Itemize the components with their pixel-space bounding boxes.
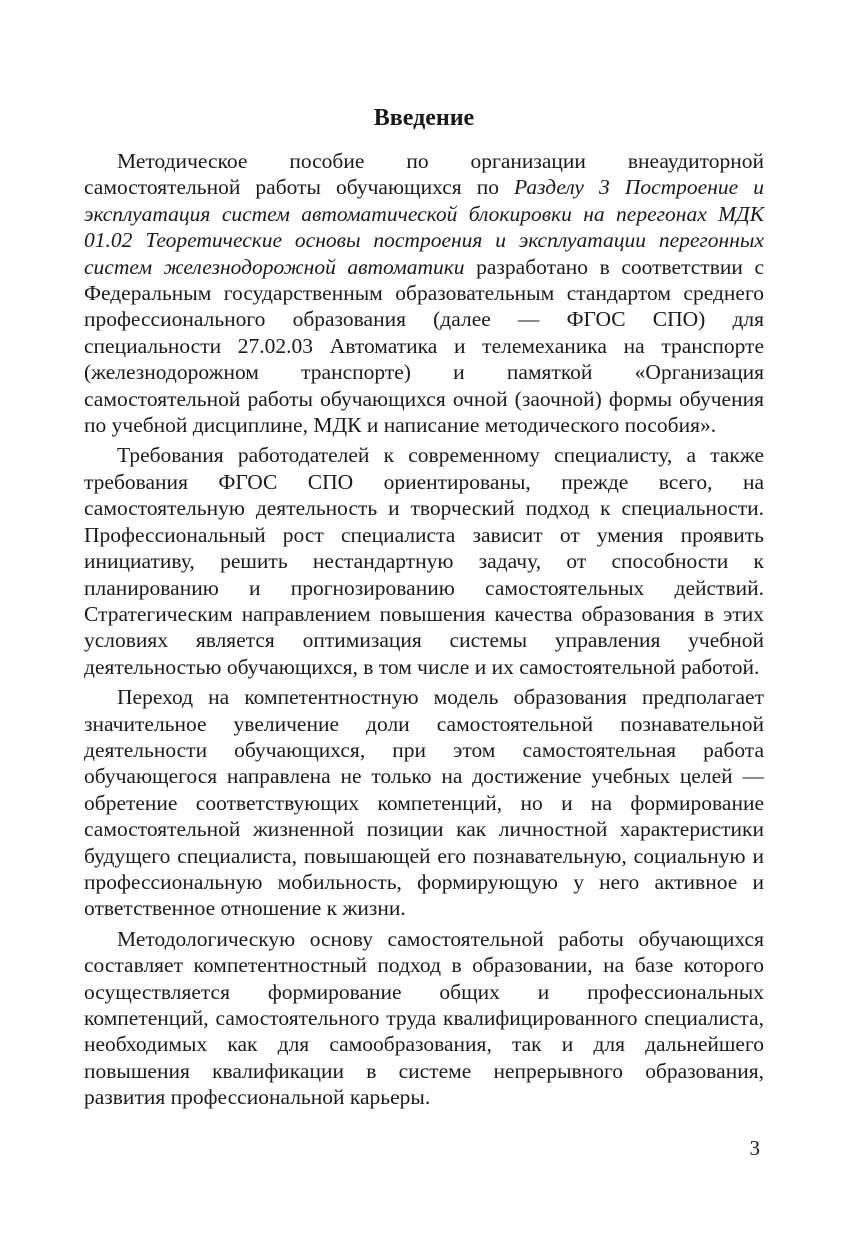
paragraph-2 [84,442,764,680]
paragraph-1 [84,148,764,438]
paragraph-1-italic-reference: Разделу 3 Построение и эксплуатация систем автоматической блокировки на перегонах МДК 01.02 Теоретические основы построения и эксплуатации перегонных систем железнодорожной автоматики [84,175,764,279]
paragraph-1-text-b: разработано в соответствии с Федеральным государственным образовательным стандартом среднего профессионального образования (далее — ФГОС СПО) для специальности 27.02.03 Автоматика и телемеханика на транспорте (железнодорожном транспорте) и памяткой «Организация самостоятельной работы обучающихся очной (заочной) формы обучения по учебной дисциплине, МДК и написание методического пособия». [84,254,764,438]
page-body [84,100,764,1115]
paragraph-1-text-a: Методическое пособие по организации внеаудиторной самостоятельной работы обучающихся по [84,149,764,200]
page-number: 3 [749,1136,760,1160]
paragraph-2-text: Требования работодателей к современному специалисту, а также требования ФГОС СПО ориентированы, прежде всего, на самостоятельную деятельность и творческий подход к специальности. Профессиональный рост специалиста зависит от умения проявить инициативу, решить нестандартную задачу, от способности к планированию и прогнозированию самостоятельных действий. Стратегическим направлением повышения качества образования в этих условиях является оптимизация системы управления учебной деятельностью обучающихся, в том числе и их самостоятельной работой. [84,443,764,679]
page-title: Введение [373,105,475,131]
paragraph-3-text: Переход на компетентностную модель образования предполагает значительное увеличение доли самостоятельной познавательной деятельности обучающихся, при этом самостоятельная работа обучающегося направлена не только на достижение учебных целей — обретение соответствующих компетенций, но и на формирование самостоятельной жизненной позиции как личностной характеристики будущего специалиста, повышающей его познавательную, социальную и профессиональную мобильность, формирующую у него активное и ответственное отношение к жизни. [84,685,764,921]
paragraph-4 [84,926,764,1111]
paragraph-3 [84,684,764,922]
paragraph-4-text: Методологическую основу самостоятельной работы обучающихся составляет компетентностный подход в образовании, на базе которого осуществляется формирование общих и профессиональных компетенций, самостоятельного труда квалифицированного специалиста, необходимых как для самообразования, так и для дальнейшего повышения квалификации в системе непрерывного образования, развития профессиональной карьеры. [84,926,764,1110]
